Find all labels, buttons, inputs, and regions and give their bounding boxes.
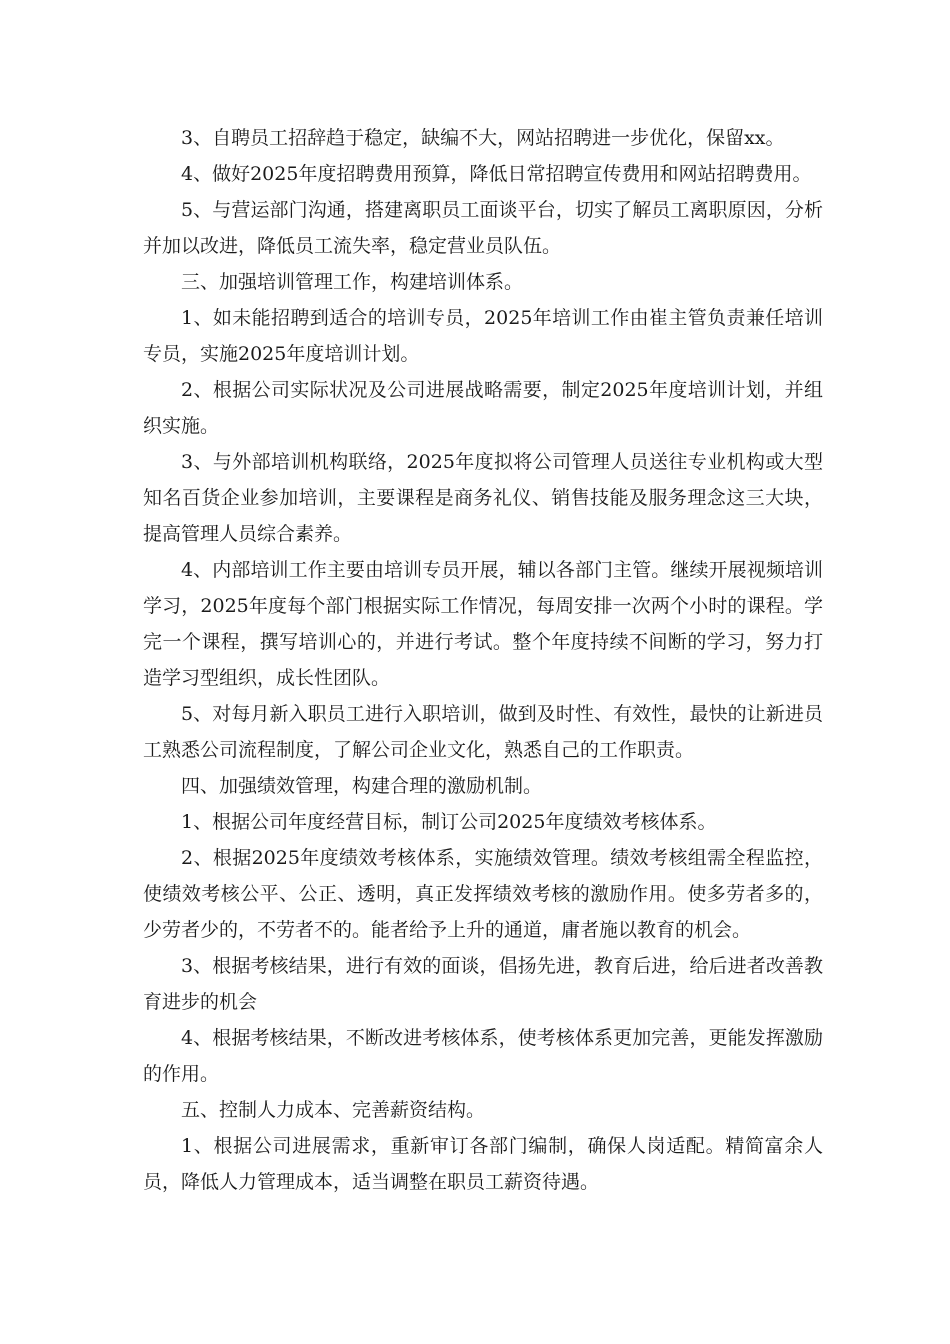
paragraph-cost-1: 1、根据公司进展需求，重新审订各部门编制，确保人岗适配。精简富余人员，降低人力管理成本，适当调整在职员工薪资待遇。 <box>143 1135 823 1193</box>
paragraph-recruit-4: 4、做好2025年度招聘费用预算，降低日常招聘宣传费用和网站招聘费用。 <box>181 163 812 185</box>
section-heading-performance: 四、加强绩效管理，构建合理的激励机制。 <box>181 775 543 797</box>
document-body <box>143 120 823 1200</box>
paragraph-training-4: 4、内部培训工作主要由培训专员开展，辅以各部门主管。继续开展视频培训学习，2025年度每个部门根据实际工作情况，每周安排一次两个小时的课程。学完一个课程，撰写培训心的，并进行考试。整个年度持续不间断的学习，努力打造学习型组织，成长性团队。 <box>143 559 823 689</box>
paragraph-training-1: 1、如未能招聘到适合的培训专员，2025年培训工作由崔主管负责兼任培训专员，实施2025年度培训计划。 <box>143 307 823 365</box>
section-heading-training: 三、加强培训管理工作，构建培训体系。 <box>181 271 524 293</box>
paragraph-training-3: 3、与外部培训机构联络，2025年度拟将公司管理人员送往专业机构或大型知名百货企业参加培训，主要课程是商务礼仪、销售技能及服务理念这三大块，提高管理人员综合素养。 <box>143 451 823 545</box>
section-heading-cost: 五、控制人力成本、完善薪资结构。 <box>181 1099 486 1121</box>
paragraph-training-2: 2、根据公司实际状况及公司进展战略需要，制定2025年度培训计划，并组织实施。 <box>143 379 823 437</box>
paragraph-performance-2: 2、根据2025年度绩效考核体系，实施绩效管理。绩效考核组需全程监控，使绩效考核公平、公正、透明，真正发挥绩效考核的激励作用。使多劳者多的，少劳者少的，不劳者不的。能者给予上升的通道，庸者施以教育的机会。 <box>143 847 823 941</box>
paragraph-training-5: 5、对每月新入职员工进行入职培训，做到及时性、有效性，最快的让新进员工熟悉公司流程制度，了解公司企业文化，熟悉自己的工作职责。 <box>143 703 823 761</box>
paragraph-recruit-5: 5、与营运部门沟通，搭建离职员工面谈平台，切实了解员工离职原因，分析并加以改进，降低员工流失率，稳定营业员队伍。 <box>143 199 823 257</box>
paragraph-performance-1: 1、根据公司年度经营目标，制订公司2025年度绩效考核体系。 <box>181 811 717 833</box>
paragraph-recruit-3: 3、自聘员工招辞趋于稳定，缺编不大，网站招聘进一步优化，保留xx。 <box>181 127 785 149</box>
paragraph-performance-4: 4、根据考核结果，不断改进考核体系，使考核体系更加完善，更能发挥激励的作用。 <box>143 1027 823 1085</box>
paragraph-performance-3: 3、根据考核结果，进行有效的面谈，倡扬先进，教育后进，给后进者改善教育进步的机会 <box>143 955 823 1013</box>
